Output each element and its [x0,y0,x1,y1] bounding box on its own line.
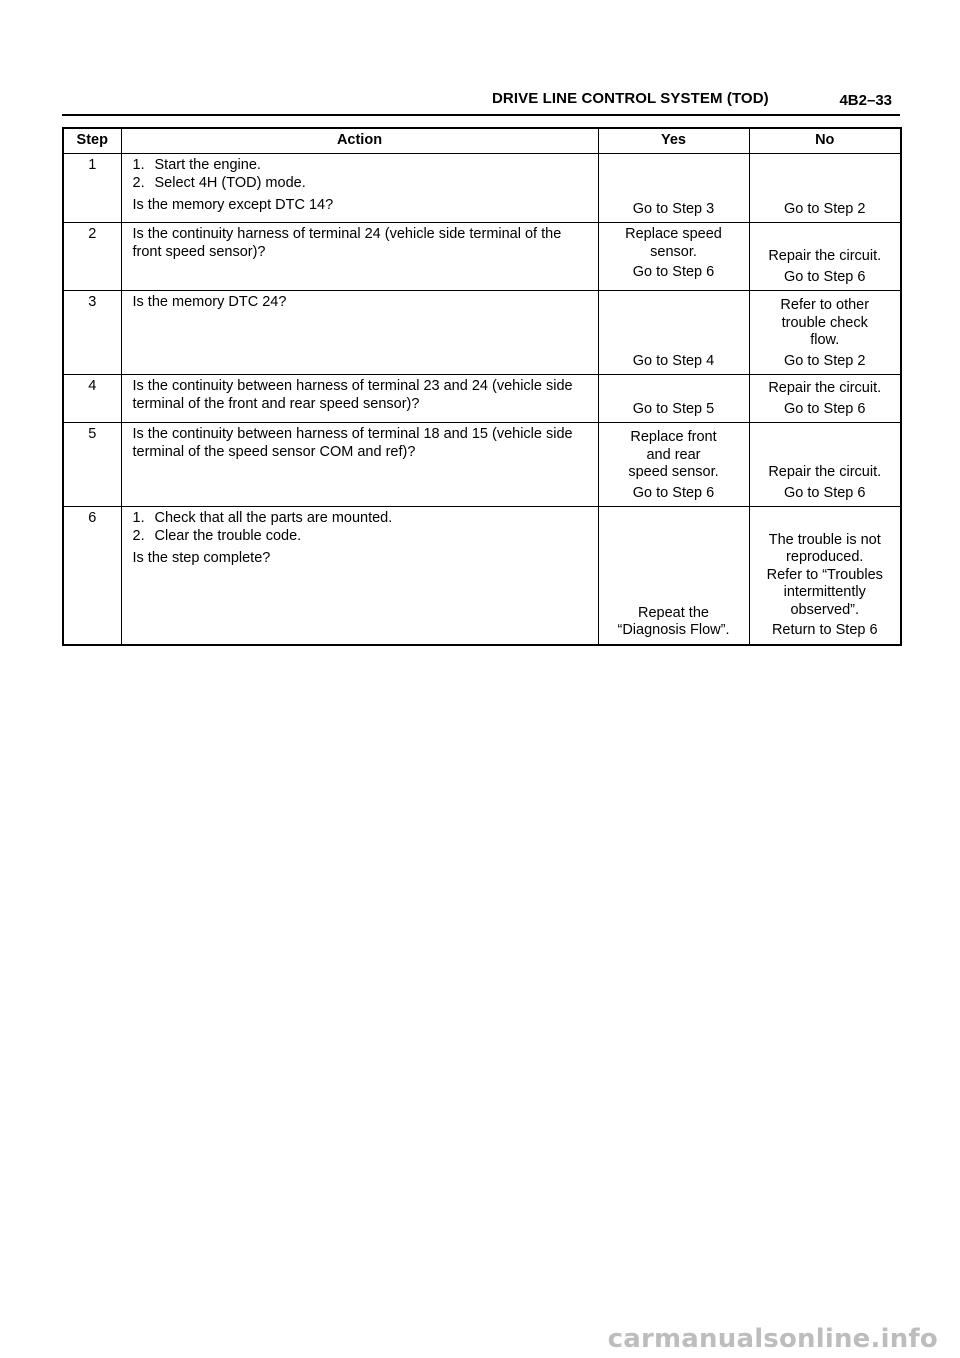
action-cell [121,154,598,223]
step-number: 4 [63,375,121,423]
page-number: 4B2–33 [839,92,892,109]
no-goto: Go to Step 6 [784,268,866,285]
table-row [63,375,901,423]
no-cell: Repair the circuit. Go to Step 6 [749,423,901,507]
no-cell: Repair the circuit. Go to Step 6 [749,375,901,423]
table-row [63,507,901,645]
column-header-no: No [749,128,901,154]
step-number: 2 [63,223,121,291]
action-cell [121,223,598,291]
yes-cell [598,291,749,375]
page-header [62,88,900,116]
no-goto: Return to Step 6 [771,622,878,638]
column-header-yes: Yes [598,128,749,154]
no-cell [749,154,901,223]
yes-cell [598,375,749,423]
watermark: carmanualsonline.info [607,1324,938,1354]
action-list-item: 2. Clear the trouble code. [132,527,302,544]
action-question: Is the step complete? [132,550,271,566]
table-row [63,291,901,375]
no-goto: Go to Step 2 [784,352,866,369]
step-number: 6 [63,507,121,645]
action-list-item: 1. Check that all the parts are mounted. [132,510,393,526]
diagnosis-table [62,127,902,646]
action-list-item: 2. Select 4H (TOD) mode. [132,174,306,191]
no-goto: Go to Step 6 [784,484,866,501]
yes-cell: Replace front and rear speed sensor. Go to Step 6 [598,423,749,507]
yes-cell: Replace speed sensor. Go to Step 6 [598,223,749,291]
step-number: 1 [63,154,121,223]
action-question: Is the continuity between harness of terminal 23 and 24 (vehicle side terminal of the front and rear speed sensor)? [132,378,573,412]
yes-goto: Go to Step 6 [632,264,715,280]
action-question: Is the memory DTC 24? [132,294,287,310]
no-cell: Repair the circuit. Go to Step 6 [749,223,901,291]
no-cell: Refer to other trouble check flow. Go to Step 2 [749,291,901,375]
no-goto: Go to Step 6 [784,400,866,417]
no-goto: Go to Step 2 [784,200,866,217]
step-number: 3 [63,291,121,375]
action-cell [121,291,598,375]
table-row [63,223,901,291]
yes-cell: Repeat the “Diagnosis Flow”. [598,507,749,645]
yes-goto: Go to Step 4 [632,352,715,369]
table-row [63,154,901,223]
yes-goto: Go to Step 6 [632,484,715,501]
column-header-action: Action [121,128,598,154]
action-cell [121,507,598,645]
step-number: 5 [63,423,121,507]
action-list-item: 1. Start the engine. [132,157,261,173]
column-header-step: Step [63,128,121,154]
action-question: Is the continuity harness of terminal 24 (vehicle side terminal of the front speed sensor)? [132,226,562,260]
table-header-row [63,128,901,154]
yes-cell [598,154,749,223]
table-row [63,423,901,507]
yes-goto: Go to Step 5 [632,400,715,417]
action-cell [121,375,598,423]
action-question: Is the continuity between harness of terminal 18 and 15 (vehicle side terminal of the speed sensor COM and ref)? [132,426,573,460]
no-cell: The trouble is not reproduced. Refer to “Troubles intermittently observed”. Return to Step 6 [749,507,901,645]
action-question: Is the memory except DTC 14? [132,197,334,213]
yes-goto: Go to Step 3 [632,200,715,217]
action-cell [121,423,598,507]
section-title: DRIVE LINE CONTROL SYSTEM (TOD) [492,90,769,107]
